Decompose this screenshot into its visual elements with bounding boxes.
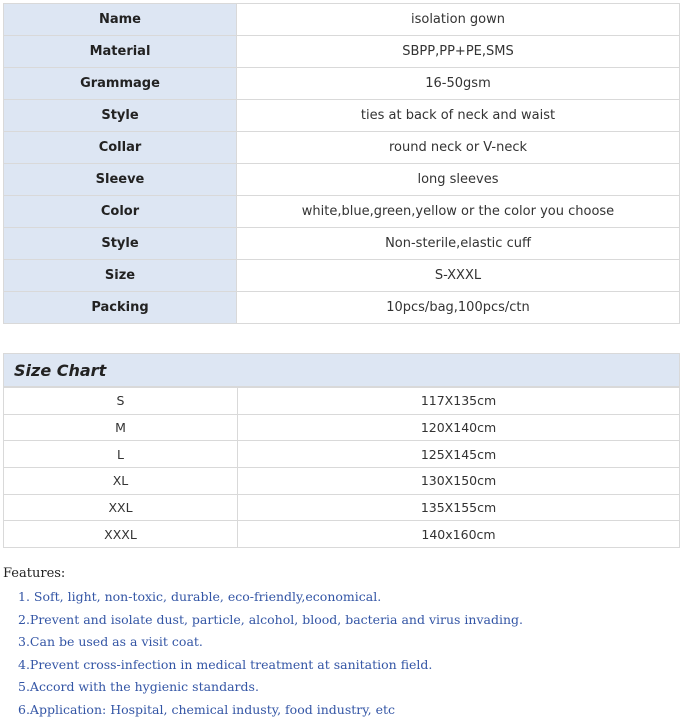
spec-label: Style — [4, 228, 237, 260]
spec-label: Packing — [4, 292, 237, 324]
feature-item: 5.Accord with the hygienic standards. — [18, 679, 259, 695]
spec-value: round neck or V-neck — [237, 132, 680, 164]
spec-label: Material — [4, 36, 237, 68]
size-chart-section — [3, 353, 680, 548]
size-dimensions: 135X155cm — [238, 494, 680, 521]
spec-label: Size — [4, 260, 237, 292]
spec-label: Sleeve — [4, 164, 237, 196]
size-label: XXL — [4, 494, 238, 521]
spec-row — [4, 292, 680, 324]
size-row — [4, 521, 680, 548]
spec-value: isolation gown — [237, 4, 680, 36]
spec-row — [4, 4, 680, 36]
features-list — [3, 586, 673, 722]
size-row — [4, 388, 680, 415]
spec-value: 16-50gsm — [237, 68, 680, 100]
spec-label: Grammage — [4, 68, 237, 100]
size-label: S — [4, 388, 238, 415]
spec-row — [4, 164, 680, 196]
size-row — [4, 468, 680, 495]
spec-value: 10pcs/bag,100pcs/ctn — [237, 292, 680, 324]
size-dimensions: 117X135cm — [238, 388, 680, 415]
feature-item: 2.Prevent and isolate dust, particle, alcohol, blood, bacteria and virus invading. — [18, 611, 524, 627]
feature-item: 6.Application: Hospital, chemical industy, food industry, etc — [18, 701, 395, 717]
spec-label: Name — [4, 4, 237, 36]
size-label: M — [4, 414, 238, 441]
spec-row — [4, 228, 680, 260]
spec-value: white,blue,green,yellow or the color you choose — [237, 196, 680, 228]
size-row — [4, 414, 680, 441]
spec-row — [4, 36, 680, 68]
features-title: Features: — [3, 566, 66, 581]
size-row — [4, 494, 680, 521]
size-dimensions: 140x160cm — [238, 521, 680, 548]
size-row — [4, 441, 680, 468]
spec-label: Collar — [4, 132, 237, 164]
spec-row — [4, 260, 680, 292]
spec-row — [4, 100, 680, 132]
size-chart-title: Size Chart — [3, 353, 680, 387]
feature-item: 4.Prevent cross-infection in medical treatment at sanitation field. — [18, 656, 433, 672]
size-dimensions: 125X145cm — [238, 441, 680, 468]
spec-row — [4, 68, 680, 100]
size-label: L — [4, 441, 238, 468]
size-dimensions: 130X150cm — [238, 468, 680, 495]
spec-label: Style — [4, 100, 237, 132]
product-spec-table — [3, 3, 680, 324]
spec-label: Color — [4, 196, 237, 228]
spec-value: S-XXXL — [237, 260, 680, 292]
spec-value: long sleeves — [237, 164, 680, 196]
size-dimensions: 120X140cm — [238, 414, 680, 441]
spec-value: Non-sterile,elastic cuff — [237, 228, 680, 260]
feature-item: 1. Soft, light, non-toxic, durable, eco-friendly,economical. — [18, 589, 382, 604]
spec-value: SBPP,PP+PE,SMS — [237, 36, 680, 68]
spec-value: ties at back of neck and waist — [237, 100, 680, 132]
feature-item: 3.Can be used as a visit coat. — [18, 634, 203, 650]
spec-row — [4, 132, 680, 164]
size-label: XL — [4, 468, 238, 495]
spec-row — [4, 196, 680, 228]
size-label: XXXL — [4, 521, 238, 548]
size-chart-table — [3, 387, 680, 548]
features-section — [3, 566, 673, 722]
